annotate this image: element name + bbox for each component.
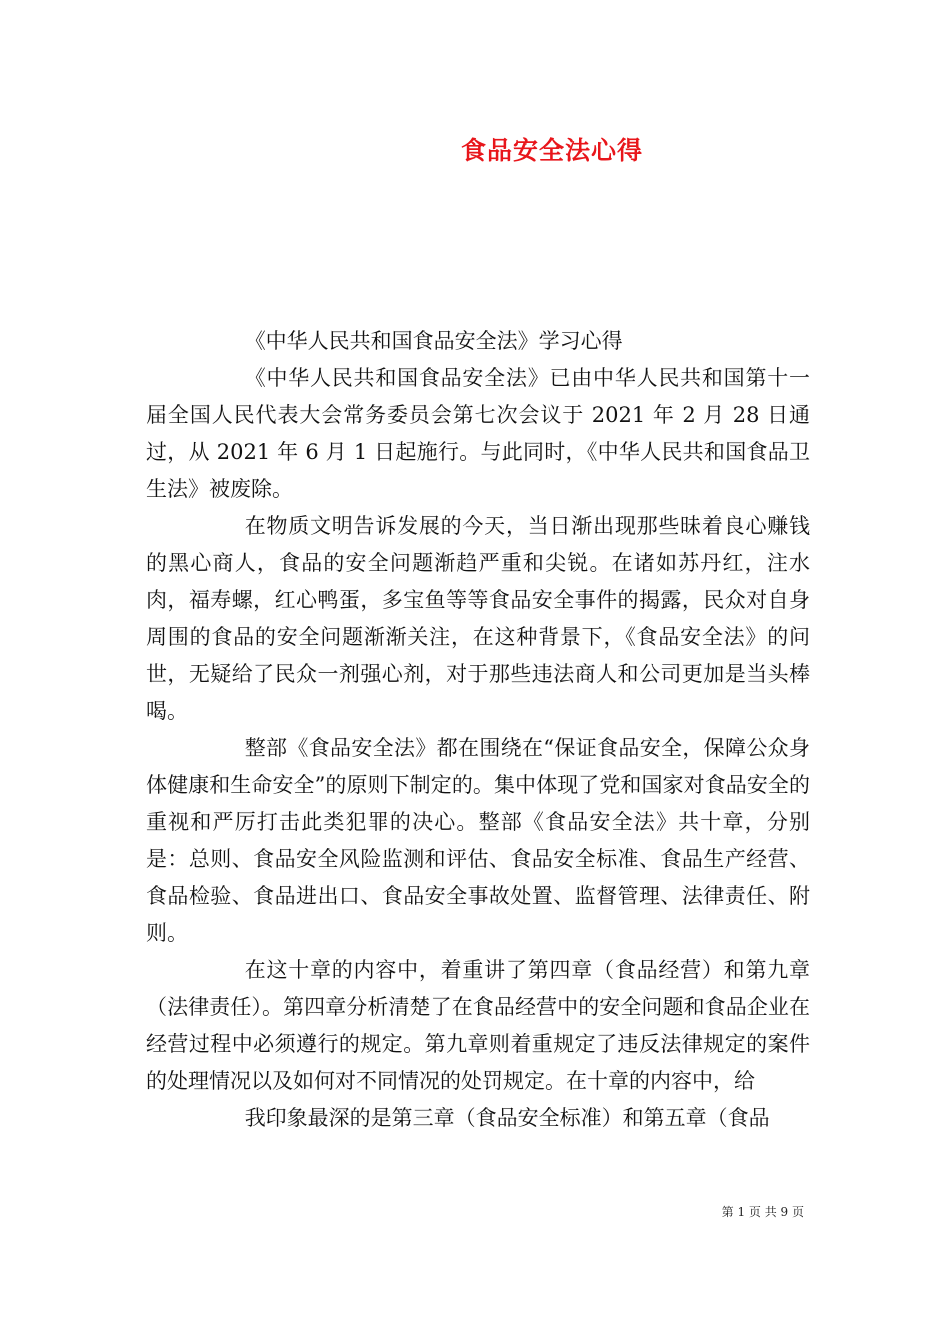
document-body [146, 323, 810, 1137]
paragraph: 我印象最深的是第三章（食品安全标准）和第五章（食品 [244, 1106, 770, 1130]
paragraph: 在物质文明告诉发展的今天，当日渐出现那些昧着良心赚钱的黑心商人，食品的安全问题渐趋严重和尖锐。在诸如苏丹红，注水肉，福寿螺，红心鸭蛋，多宝鱼等等食品安全事件的揭露，民众对自身周围的食品的安全问题渐渐关注，在这种背景下，《食品安全法》的问世，无疑给了民众一剂强心剂，对于那些违法商人和公司更加是当头棒喝。 [146, 514, 810, 723]
paragraph-heading: 《中华人民共和国食品安全法》学习心得 [244, 329, 623, 353]
paragraph: 整部《食品安全法》都在围绕在“保证食品安全，保障公众身体健康和生命安全”的原则下制定的。集中体现了党和国家对食品安全的重视和严厉打击此类犯罪的决心。整部《食品安全法》共十章，分别是：总则、食品安全风险监测和评估、食品安全标准、食品生产经营、食品检验、食品进出口、食品安全事故处置、监督管理、法律责任、附则。 [146, 736, 810, 945]
paragraph: 《中华人民共和国食品安全法》已由中华人民共和国第十一届全国人民代表大会常务委员会第七次会议于 2021 年 2 月 28 日通过，从 2021 年 6 月 1 日起施行。与此同时，《中华人民共和国食品卫生法》被废除。 [146, 366, 810, 501]
paragraph: 在这十章的内容中，着重讲了第四章（食品经营）和第九章（法律责任）。第四章分析清楚了在食品经营中的安全问题和食品企业在经营过程中必须遵行的规定。第九章则着重规定了违反法律规定的案件的处理情况以及如何对不同情况的处罚规定。在十章的内容中，给 [146, 958, 810, 1093]
page-title: 食品安全法心得 [460, 136, 643, 165]
page-number-footer: 第 1 页 共 9 页 [721, 1205, 804, 1219]
